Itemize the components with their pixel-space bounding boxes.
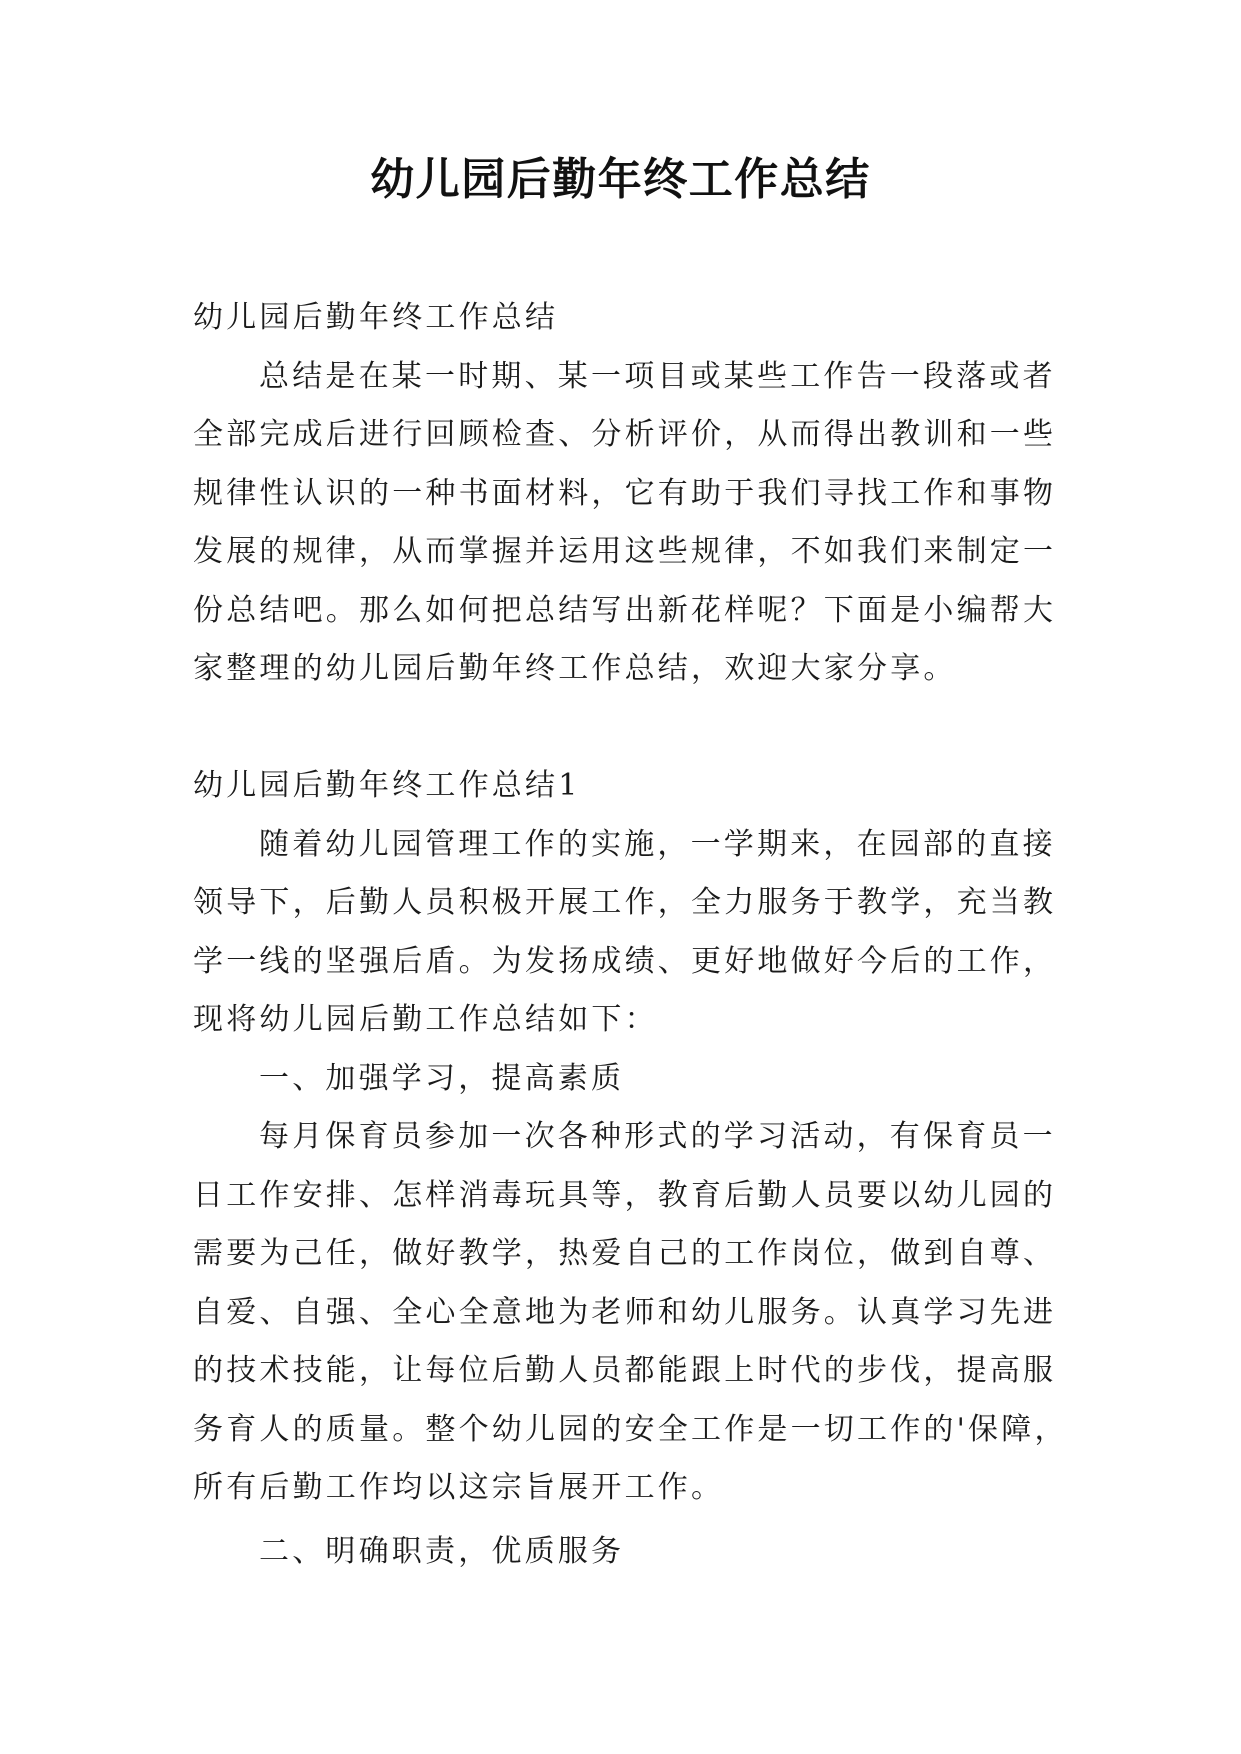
item-heading-2: 二、明确职责，优质服务 <box>259 1533 625 1569</box>
section-paragraph <box>193 816 1093 1050</box>
paragraph-line: 份总结吧。那么如何把总结写出新花样呢？下面是小编帮大 <box>193 592 1057 628</box>
paragraph-line: 日工作安排、怎样消毒玩具等，教育后勤人员要以幼儿园的 <box>193 1177 1057 1213</box>
section-heading: 幼儿园后勤年终工作总结1 <box>193 768 581 803</box>
paragraph-line: 学一线的坚强后盾。为发扬成绩、更好地做好今后的工作， <box>193 943 1057 979</box>
paragraph-line: 全部完成后进行回顾检查、分析评价，从而得出教训和一些 <box>193 417 1057 452</box>
paragraph-line: 现将幼儿园后勤工作总结如下： <box>193 1002 658 1037</box>
intro-paragraph <box>193 348 1093 699</box>
paragraph-line: 规律性认识的一种书面材料，它有助于我们寻找工作和事物 <box>193 475 1057 511</box>
paragraph-line: 家整理的幼儿园后勤年终工作总结，欢迎大家分享。 <box>193 651 957 686</box>
item-paragraph-1 <box>193 1108 1093 1518</box>
paragraph-line: 发展的规律，从而掌握并运用这些规律，不如我们来制定一 <box>193 534 1057 569</box>
paragraph-line: 需要为己任，做好教学，热爱自己的工作岗位，做到自尊、 <box>193 1236 1057 1271</box>
document-title: 幼儿园后勤年终工作总结 <box>370 154 871 205</box>
blank-line <box>193 699 1093 758</box>
paragraph-line: 每月保育员参加一次各种形式的学习活动，有保育员一 <box>259 1119 1056 1154</box>
paragraph-line: 的技术技能，让每位后勤人员都能跟上时代的步伐，提高服 <box>193 1353 1057 1388</box>
paragraph-line: 自爱、自强、全心全意地为老师和幼儿服务。认真学习先进 <box>193 1294 1057 1330</box>
subtitle: 幼儿园后勤年终工作总结 <box>193 300 559 335</box>
paragraph-line: 领导下，后勤人员积极开展工作，全力服务于教学，充当教 <box>193 885 1057 920</box>
paragraph-line: 随着幼儿园管理工作的实施，一学期来，在园部的直接 <box>259 826 1056 862</box>
paragraph-line: 所有后勤工作均以这宗旨展开工作。 <box>193 1470 725 1505</box>
document-body <box>193 289 1093 1581</box>
paragraph-line: 务育人的质量。整个幼儿园的安全工作是一切工作的'保障， <box>193 1411 1068 1447</box>
item-heading-1: 一、加强学习，提高素质 <box>259 1060 625 1096</box>
paragraph-line: 总结是在某一时期、某一项目或某些工作告一段落或者 <box>259 358 1056 394</box>
